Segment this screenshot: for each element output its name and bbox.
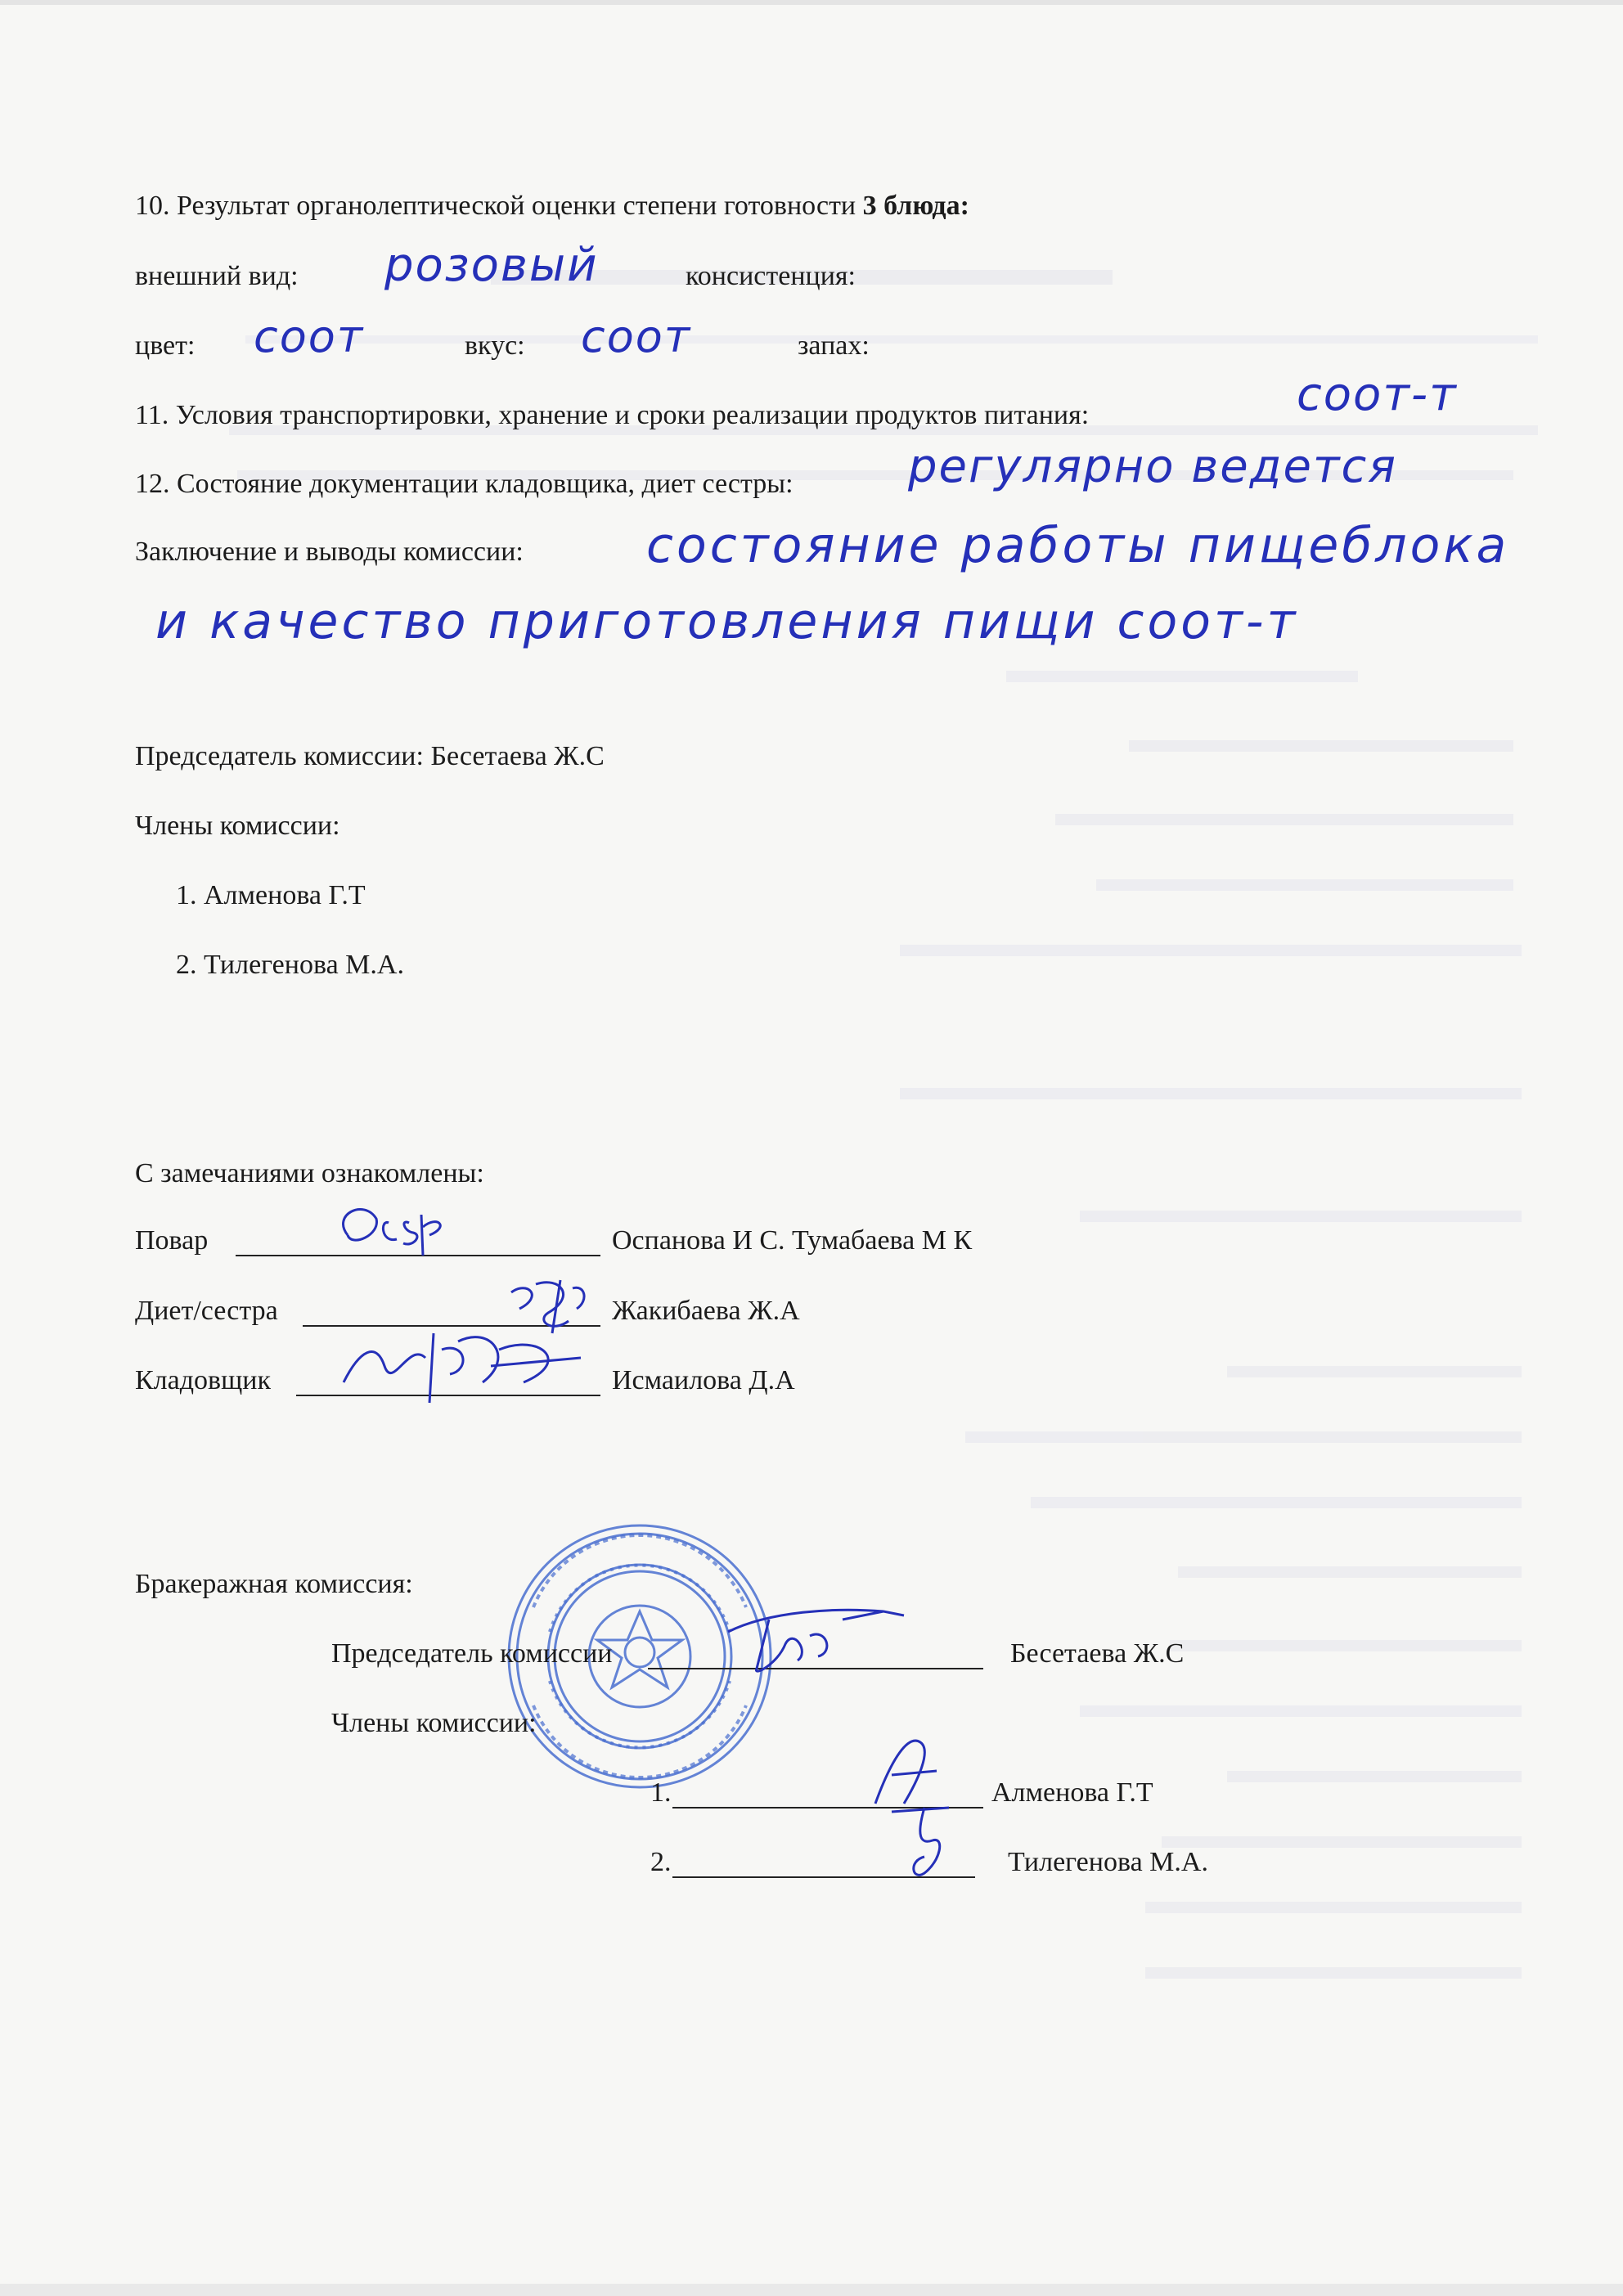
consistency-label: консистенция: (686, 261, 856, 291)
conclusion-label: Заключение и выводы комиссии: (135, 537, 524, 567)
brakerage-members-label: Члены комиссии: (331, 1708, 537, 1738)
appearance-label: внешний вид: (135, 261, 299, 291)
brakerage-member2-signature-icon (875, 1795, 965, 1885)
section10-heading (135, 190, 969, 222)
color-label: цвет: (135, 330, 196, 361)
brakerage-chair-name: Бесетаева Ж.С (1010, 1638, 1185, 1669)
smell-label: запах: (798, 330, 870, 361)
commission-members-label: Члены комиссии: (135, 811, 340, 841)
conclusion-line1: состояние работы пищеблока (646, 517, 1510, 574)
bottom-edge-shadow (0, 2284, 1623, 2296)
section10-heading-text: 10. Результат органолептической оценки степени готовности (135, 191, 863, 221)
diet-nurse-name: Жакибаева Ж.А (612, 1296, 800, 1326)
section10-heading-bold: 3 блюда: (862, 191, 969, 221)
brakerage-chair-signature-icon (720, 1595, 916, 1677)
acknowledged-label: С замечаниями ознакомлены: (135, 1158, 484, 1188)
cook-name: Оспанова И С. Тумабаева М К (612, 1225, 973, 1256)
brakerage-member1-name: Алменова Г.Т (991, 1777, 1153, 1808)
storekeeper-role: Кладовщик (135, 1365, 271, 1395)
commission-member-2: 2. Тилегенова М.А. (176, 950, 404, 980)
section11-label: 11. Условия транспортировки, хранение и сроки реализации продуктов питания: (135, 400, 1090, 430)
taste-label: вкус: (465, 330, 525, 361)
section12-value: регулярно ведется (908, 440, 1397, 493)
commission-chair: Председатель комиссии: Бесетаева Ж.С (135, 741, 605, 771)
diet-nurse-role: Диет/сестра (135, 1296, 278, 1326)
brakerage-chair-label: Председатель комиссии (331, 1638, 613, 1669)
storekeeper-signature-icon (327, 1325, 589, 1407)
appearance-value: розовый (384, 239, 599, 292)
conclusion-line2: и качество приготовления пищи соот-т (155, 593, 1299, 650)
cook-role: Повар (135, 1225, 209, 1256)
brakerage-member1-number: 1. (650, 1777, 672, 1808)
brakerage-label: Бракеражная комиссия: (135, 1569, 413, 1599)
commission-member-1: 1. Алменова Г.Т (176, 880, 366, 910)
section12-label: 12. Состояние документации кладовщика, диет сестры: (135, 469, 794, 499)
color-value: соот (254, 311, 365, 362)
cook-signature-icon (331, 1198, 454, 1264)
section11-value: соот-т (1297, 368, 1458, 421)
taste-value: соот (581, 311, 692, 362)
brakerage-member2-name: Тилегенова М.А. (1008, 1847, 1208, 1877)
brakerage-member2-number: 2. (650, 1847, 672, 1877)
storekeeper-name: Исмаилова Д.А (612, 1365, 795, 1395)
top-edge-shadow (0, 0, 1623, 5)
